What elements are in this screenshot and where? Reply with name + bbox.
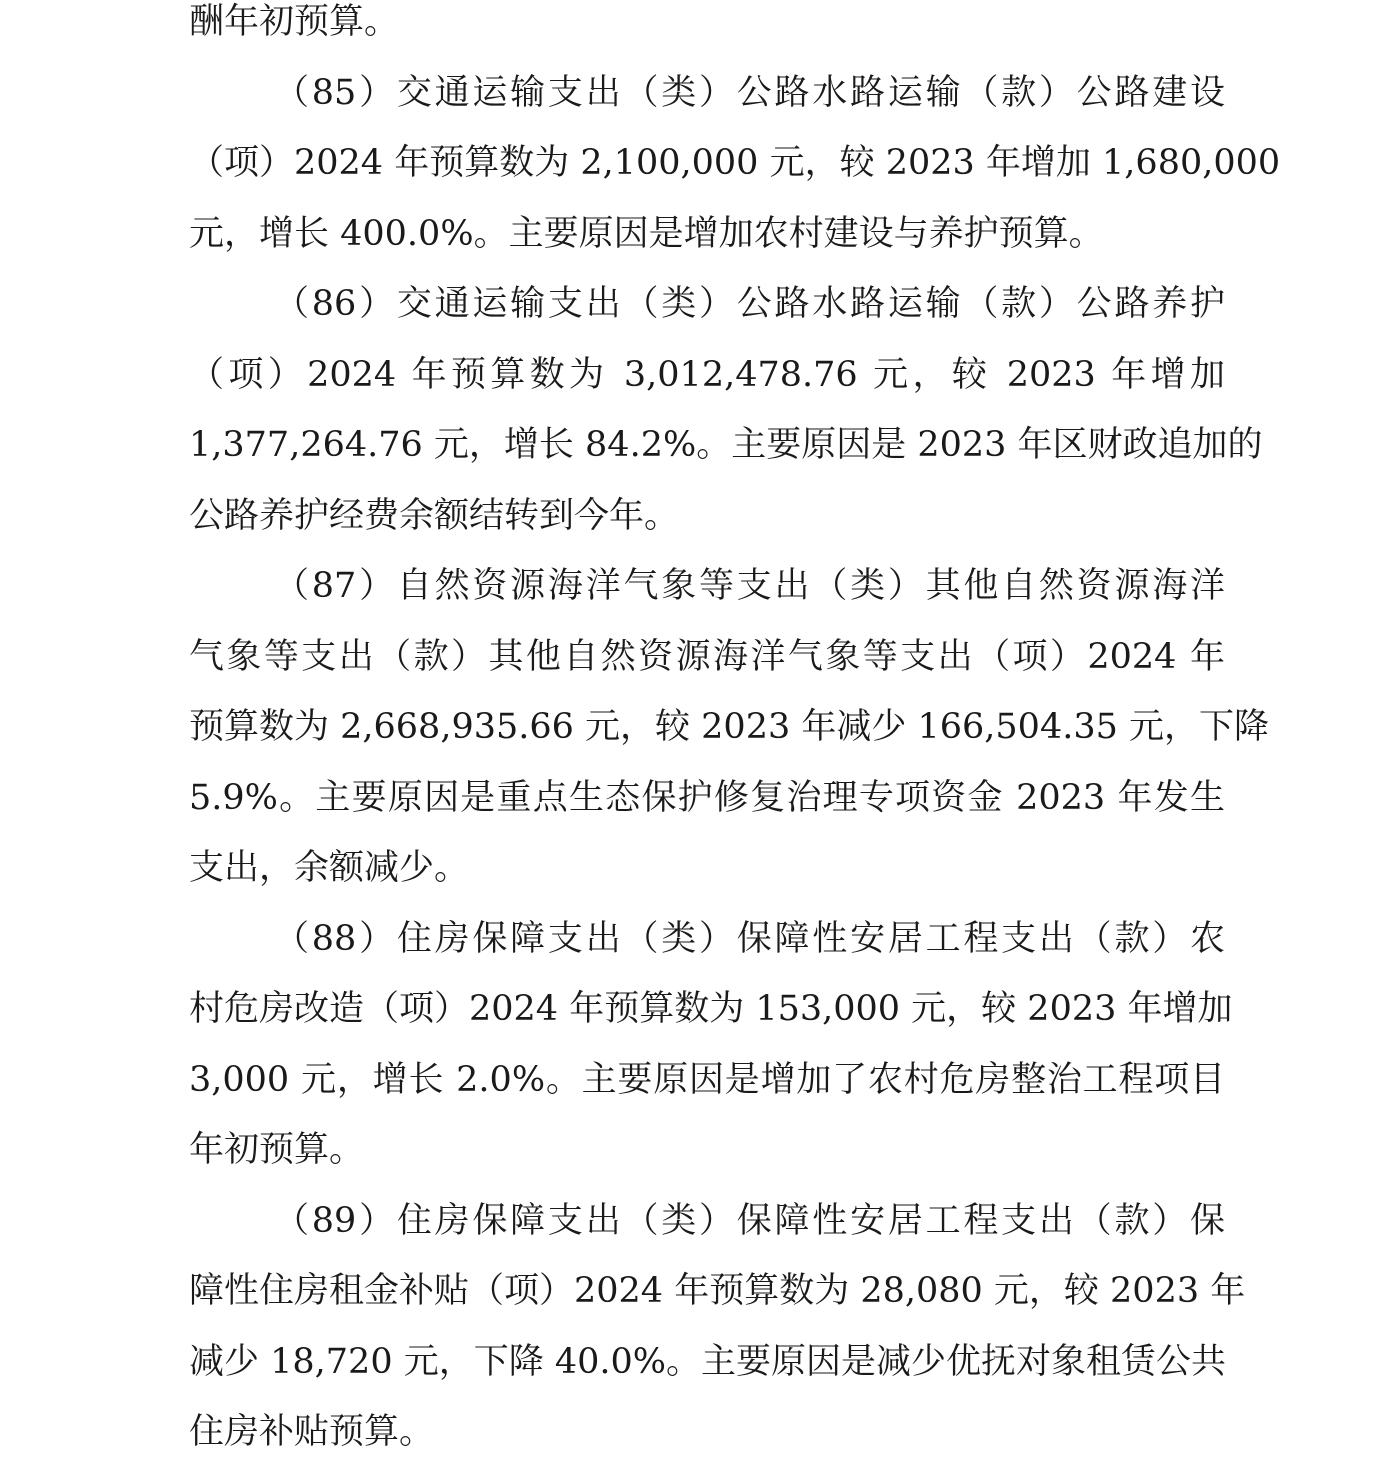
document-page — [189, 0, 1281, 1468]
paragraph-line: （89）住房保障支出（类）保障性安居工程支出（款）保 — [274, 1200, 1225, 1241]
paragraph-line: 酬年初预算。 — [189, 2, 400, 42]
paragraph-line: 住房补贴预算。 — [189, 1412, 435, 1452]
paragraph-line: （88）住房保障支出（类）保障性安居工程支出（款）农 — [274, 918, 1225, 959]
paragraph-line: 元，增长 400.0%。主要原因是增加农村建设与养护预算。 — [189, 213, 1104, 254]
paragraph-item-85 — [189, 58, 1281, 270]
paragraph-line: 村危房改造（项）2024 年预算数为 153,000 元，较 2023 年增加 — [189, 989, 1233, 1029]
paragraph-line: 预算数为 2,668,935.66 元，较 2023 年减少 166,504.35 元，下降 — [189, 707, 1270, 747]
paragraph-line: （85）交通运输支出（类）公路水路运输（款）公路建设 — [274, 72, 1225, 113]
paragraph-line: 气象等支出（款）其他自然资源海洋气象等支出（项）2024 年 — [189, 636, 1225, 677]
paragraph-line: 公路养护经费余额结转到今年。 — [189, 495, 680, 536]
paragraph-line: 减少 18,720 元，下降 40.0%。主要原因是减少优抚对象租赁公共 — [189, 1341, 1227, 1382]
paragraph-line: 支出，余额减少。 — [189, 848, 470, 888]
paragraph-line: （项）2024 年预算数为 2,100,000 元，较 2023 年增加 1,680,000 — [189, 143, 1281, 183]
paragraph-line: 障性住房租金补贴（项）2024 年预算数为 28,080 元，较 2023 年 — [189, 1271, 1246, 1311]
paragraph-line: （86）交通运输支出（类）公路水路运输（款）公路养护 — [274, 284, 1225, 324]
paragraph-line: 5.9%。主要原因是重点生态保护修复治理专项资金 2023 年发生 — [189, 777, 1225, 818]
paragraph-item-89 — [189, 1186, 1246, 1468]
paragraph-line: （87）自然资源海洋气象等支出（类）其他自然资源海洋 — [274, 566, 1225, 606]
paragraph-item-87 — [189, 551, 1270, 904]
paragraph-item-88 — [189, 904, 1233, 1186]
paragraph-line: 1,377,264.76 元，增长 84.2%。主要原因是 2023 年区财政追加的 — [189, 425, 1263, 465]
paragraph-line: 年初预算。 — [189, 1130, 365, 1170]
paragraph-line: 3,000 元，增长 2.0%。主要原因是增加了农村危房整治工程项目 — [189, 1059, 1225, 1100]
paragraph-item-86 — [189, 269, 1263, 551]
paragraph-line: （项）2024 年预算数为 3,012,478.76 元，较 2023 年增加 — [189, 354, 1225, 395]
